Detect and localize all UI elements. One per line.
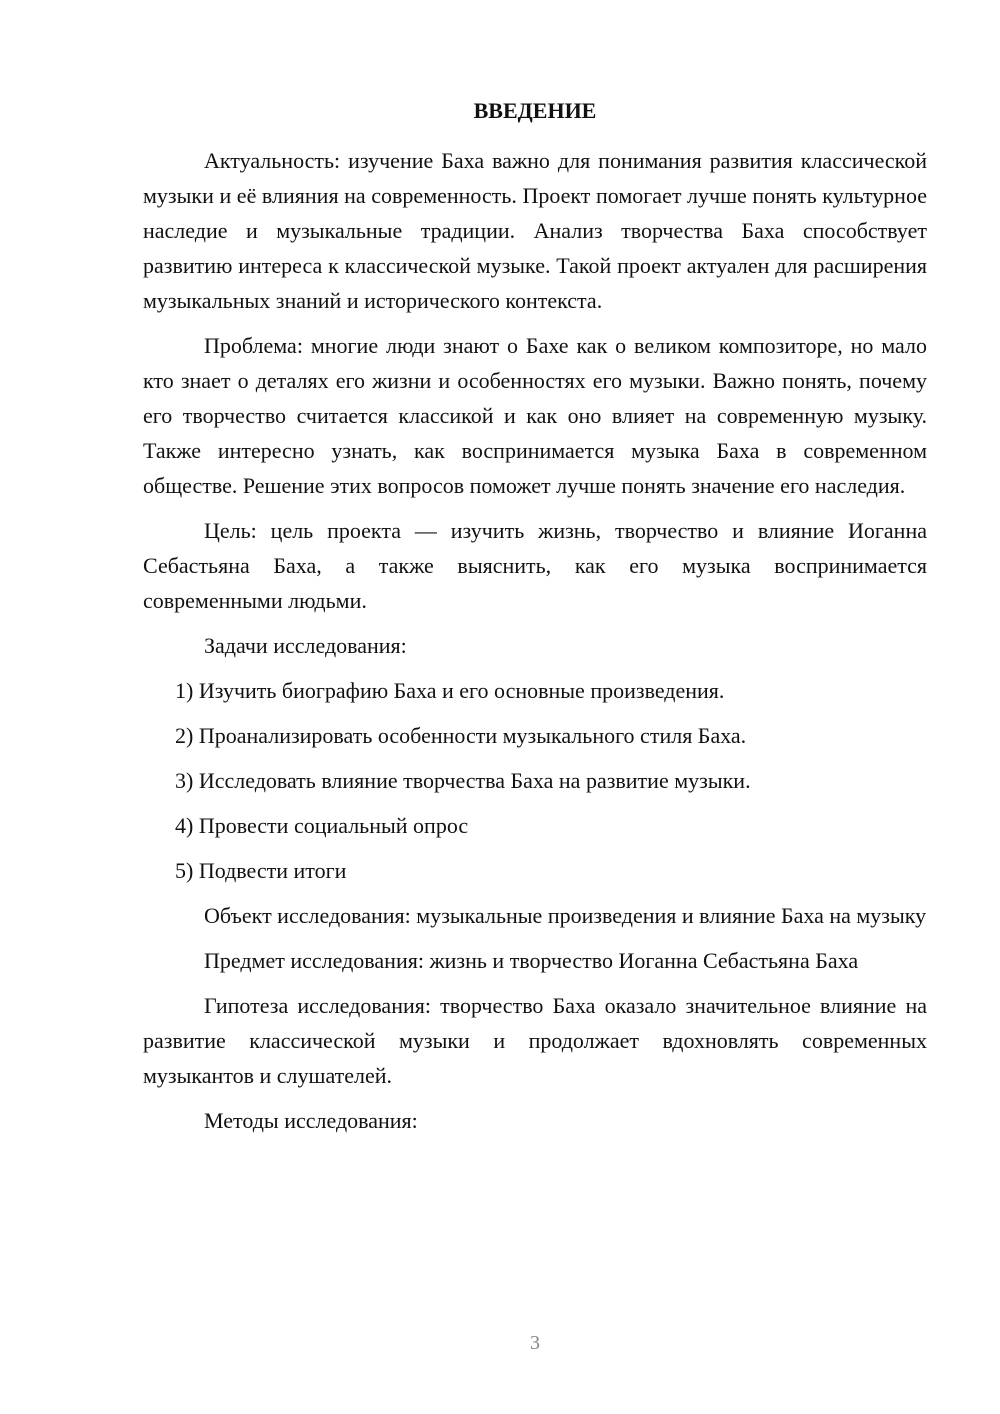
task-item: 2) Проанализировать особенности музыкального стиля Баха. <box>175 723 747 748</box>
object-paragraph: Объект исследования: музыкальные произведения и влияние Баха на музыку <box>204 903 927 928</box>
problem-paragraph: Проблема: многие люди знают о Бахе как о великом композиторе, но мало кто знает о деталях его жизни и особенностях его музыки. Важно понять, почему его творчество считается классикой и как оно влияет на современную музыку. Также интересно узнать, как воспринимается музыка Баха в современном обществе. Решение этих вопросов поможет лучше понять значение его наследия. <box>143 333 927 498</box>
task-item: 3) Исследовать влияние творчества Баха на развитие музыки. <box>175 768 751 793</box>
goal-paragraph: Цель: цель проекта — изучить жизнь, творчество и влияние Иоганна Себастьяна Баха, а также выяснить, как его музыка воспринимается современными людьми. <box>143 518 927 613</box>
section-heading: ВВЕДЕНИЕ <box>473 98 597 123</box>
page-content <box>143 95 927 1148</box>
task-item: 4) Провести социальный опрос <box>175 813 469 838</box>
tasks-title: Задачи исследования: <box>204 633 407 658</box>
tasks-list <box>143 673 927 888</box>
hypothesis-paragraph: Гипотеза исследования: творчество Баха оказало значительное влияние на развитие классической музыки и продолжает вдохновлять современных музыкантов и слушателей. <box>143 993 927 1088</box>
relevance-paragraph: Актуальность: изучение Баха важно для понимания развития классической музыки и её влияния на современность. Проект помогает лучше понять культурное наследие и музыкальные традиции. Анализ творчества Баха способствует развитию интереса к классической музыке. Такой проект актуален для расширения музыкальных знаний и исторического контекста. <box>143 148 927 313</box>
page-number: 3 <box>530 1332 540 1354</box>
subject-paragraph: Предмет исследования: жизнь и творчество Иоганна Себастьяна Баха <box>204 948 859 973</box>
methods-title: Методы исследования: <box>204 1108 418 1133</box>
task-item: 1) Изучить биографию Баха и его основные произведения. <box>175 678 725 703</box>
task-item: 5) Подвести итоги <box>175 858 347 883</box>
